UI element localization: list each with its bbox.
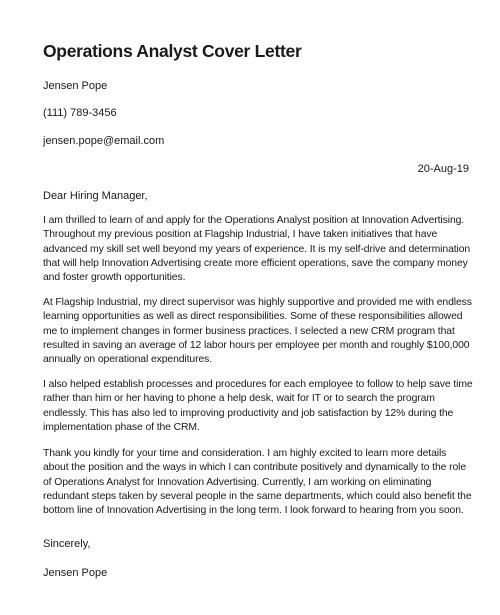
body-paragraph-1 <box>43 214 488 285</box>
paragraph-line: implementation phase of the CRM. <box>43 421 200 433</box>
paragraph-line: endlessly. This has also led to improving productivity and job satisfaction by 12% during the <box>43 407 454 419</box>
sender-email: jensen.pope@email.com <box>43 135 165 147</box>
paragraph-line: about the position and the ways in which I can contribute positively and dynamically to the role <box>43 462 467 474</box>
paragraph-line: I also helped establish processes and procedures for each employee to follow to help save time <box>43 379 473 390</box>
body-paragraph-2 <box>43 296 488 367</box>
paragraph-line: I am thrilled to learn of and apply for the Operations Analyst position at Innovation Advertising. <box>43 215 465 226</box>
paragraph-line: resulted in saving an average of 12 labor hours per employee per month and roughly $100,000 <box>43 339 470 351</box>
paragraph-line: and foster growth opportunities. <box>43 272 186 284</box>
paragraph-line: that will help Innovation Advertising create more efficient operations, save the company money <box>43 257 468 269</box>
paragraph-line: At Flagship Industrial, my direct supervisor was highly supportive and provided me with endless <box>43 297 472 308</box>
body-paragraph-3 <box>43 378 488 435</box>
signature-name: Jensen Pope <box>43 567 108 579</box>
paragraph-line: of Operations Analyst for Innovation Advertising. Currently, I am working on eliminating <box>43 476 432 488</box>
closing: Sincerely, <box>43 538 91 550</box>
paragraph-line: me to implement changes in former business practices. I selected a new CRM program that <box>43 325 455 337</box>
paragraph-line: learning opportunities as well as direct responsibilities. Some of these responsibilities allowed <box>43 311 463 323</box>
paragraph-line: bottom line of Innovation Advertising in the long term. I look forward to hearing from you soon. <box>43 505 464 517</box>
paragraph-line: annually on operational expenditures. <box>43 354 213 366</box>
sender-name: Jensen Pope <box>43 80 108 92</box>
paragraph-line: rather than him or her having to phone a help desk, wait for IT or to search the program <box>43 393 435 405</box>
paragraph-line: advanced my skill set well beyond my years of experience. It is my self-drive and determination <box>43 243 471 255</box>
letter-title: Operations Analyst Cover Letter <box>43 41 302 61</box>
body-paragraph-4 <box>43 447 488 518</box>
paragraph-line: Thank you kindly for your time and consideration. I am highly excited to learn more details <box>43 448 447 459</box>
paragraph-line: redundant steps taken by several people in the same departments, which could also benefit the <box>43 490 472 502</box>
paragraph-line: Throughout my previous position at Flagship Industrial, I have taken initiatives that have <box>43 229 438 241</box>
salutation: Dear Hiring Manager, <box>43 190 148 202</box>
letter-date: 20-Aug-19 <box>417 163 469 175</box>
sender-phone: (111) 789-3456 <box>43 107 117 119</box>
